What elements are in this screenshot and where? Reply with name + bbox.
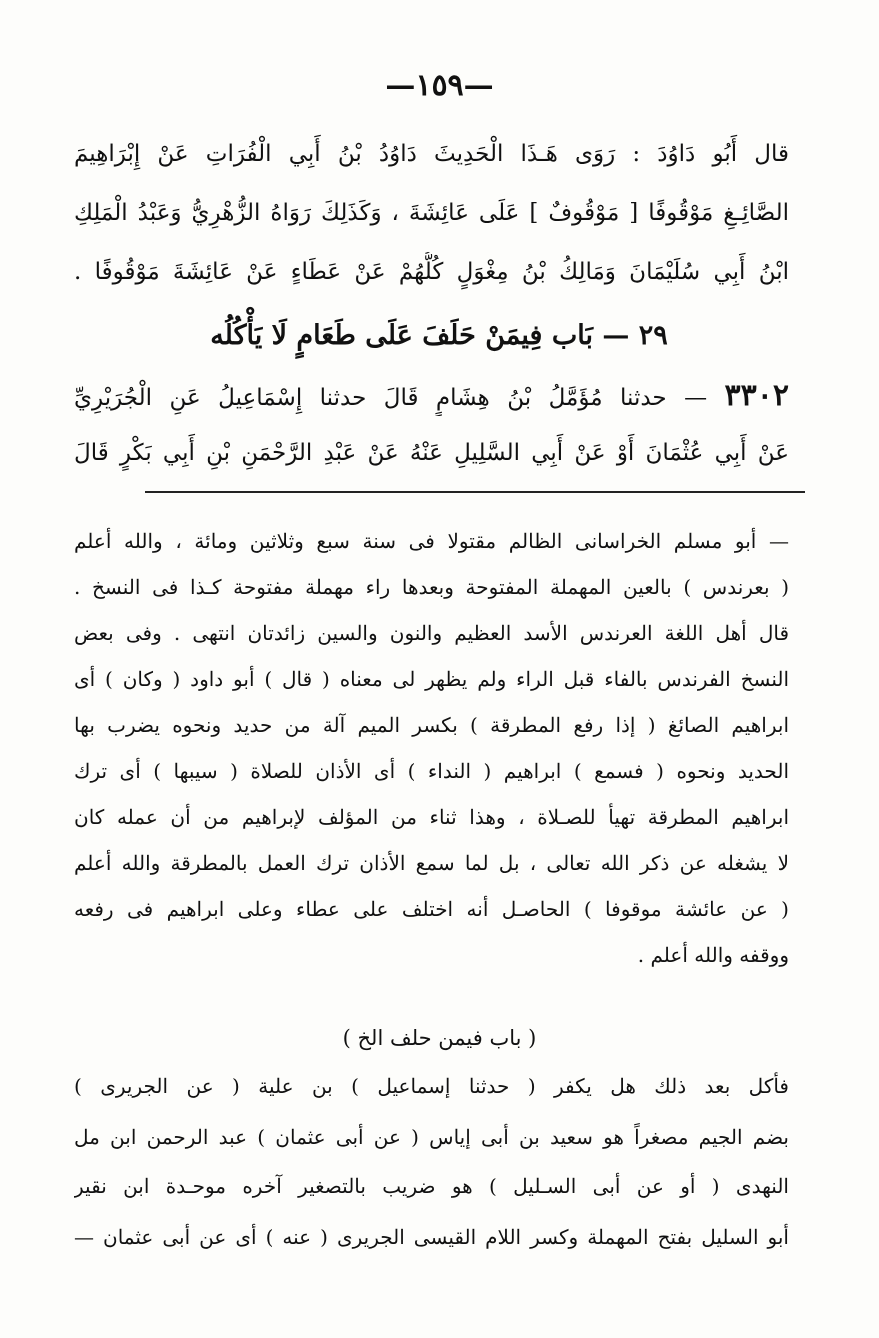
footnote-divider [145,491,805,493]
note-line-6: الحديد ونحوه ( فسمع ) ابراهيم ( النداء ) أى الأذان للصلاة ( سيبها ) أى ترك [74,759,789,783]
hadith-line-1 [74,376,789,416]
hadith-line-2: عَنْ أَبِي عُثْمَانَ أَوْ عَنْ أَبِي السَّلِيلِ عَنْهُ عَنْ عَبْدِ الرَّحْمَنِ بْنِ أَبِي بَكْرٍ قَالَ [74,440,789,466]
notes-subheading: ( باب فيمن حلف الخ ) [342,1026,537,1050]
note-line-4: النسخ الفرندس بالفاء قبل الراء ولم يظهر لى معناه ( قال ) أبو داود ( وكان ) أى [74,667,789,691]
main-text-line-2: الصَّائِـغِ مَوْقُوفًا [ مَوْقُوفٌ ] عَلَى عَائِشَةَ ، وَكَذَلِكَ رَوَاهُ الزُّهْرِيُّ وَعَبْدُ الْمَلِكِ [74,200,789,226]
note2-line-2: بضم الجيم مصغراً هو سعيد بن أبى إياس ( عن أبى عثمان ) عبد الرحمن ابن مل [74,1125,789,1149]
note-line-5: ابراهيم الصائغ ( إذا رفع المطرقة ) بكسر الميم آلة من حديد ونحوه يضرب بها [74,713,789,737]
hadith-number: ٣٣٠٢ [724,378,789,413]
page-number: —١٥٩— [385,68,494,103]
note-line-1: — أبو مسلم الخراسانى الظالم مقتولا فى سنة سبع وثلاثين ومائة ، والله أعلم [74,529,789,553]
main-text-line-3: ابْنُ أَبِي سُلَيْمَانَ وَمَالِكُ بْنُ مِغْوَلٍ كُلُّهُمْ عَنْ عَطَاءٍ عَنْ عَائِشَةَ مَوْقُوفًا . [74,259,789,285]
note-line-2: ( بعرندس ) بالعين المهملة المفتوحة وبعدها راء مهملة مفتوحة كـذا فى النسخ . [74,575,789,599]
note-line-10: ووقفه والله أعلم . [637,943,789,967]
note2-line-4: أبو السليل بفتح المهملة وكسر اللام القيسى الجريرى ( عنه ) أى عن أبى عثمان — [74,1225,789,1249]
note-line-7: ابراهيم المطرقة تهيأ للصـلاة ، وهذا ثناء من المؤلف لإبراهيم من أن عمله كان [74,805,789,829]
chapter-heading: ٢٩ — بَاب فِيمَنْ حَلَفَ عَلَى طَعَامٍ لَا يَأْكُلُه [210,320,668,351]
note-line-8: لا يشغله عن ذكر الله تعالى ، بل لما سمع الأذان ترك العمل بالمطرقة والله أعلم [74,851,789,875]
note-line-3: قال أهل اللغة العرندس الأسد العظيم والنون والسين زائدتان انتهى . وفى بعض [74,621,789,645]
main-text-line-1: قال أَبُو دَاوُدَ : رَوَى هَـذَا الْحَدِيثَ دَاوُدُ بْنُ أَبِي الْفُرَاتِ عَنْ إِبْرَاهِيمَ [74,141,789,167]
hadith-line-1-text: — حدثنا مُؤَمَّلُ بْنُ هِشَامٍ قَالَ حدثنا إِسْمَاعِيلُ عَنِ الْجُرَيْرِيِّ [74,385,708,411]
note2-line-3: النهدى ( أو عن أبى السـليل ) هو ضريب بالتصغير آخره موحـدة ابن نقير [74,1174,789,1198]
note2-line-1: فأكل بعد ذلك هل يكفر ( حدثنا إسماعيل ) بن علية ( عن الجريرى ) [74,1074,789,1098]
note-line-9: ( عن عائشة موقوفا ) الحاصـل أنه اختلف على عطاء وعلى ابراهيم فى رفعه [74,897,789,921]
